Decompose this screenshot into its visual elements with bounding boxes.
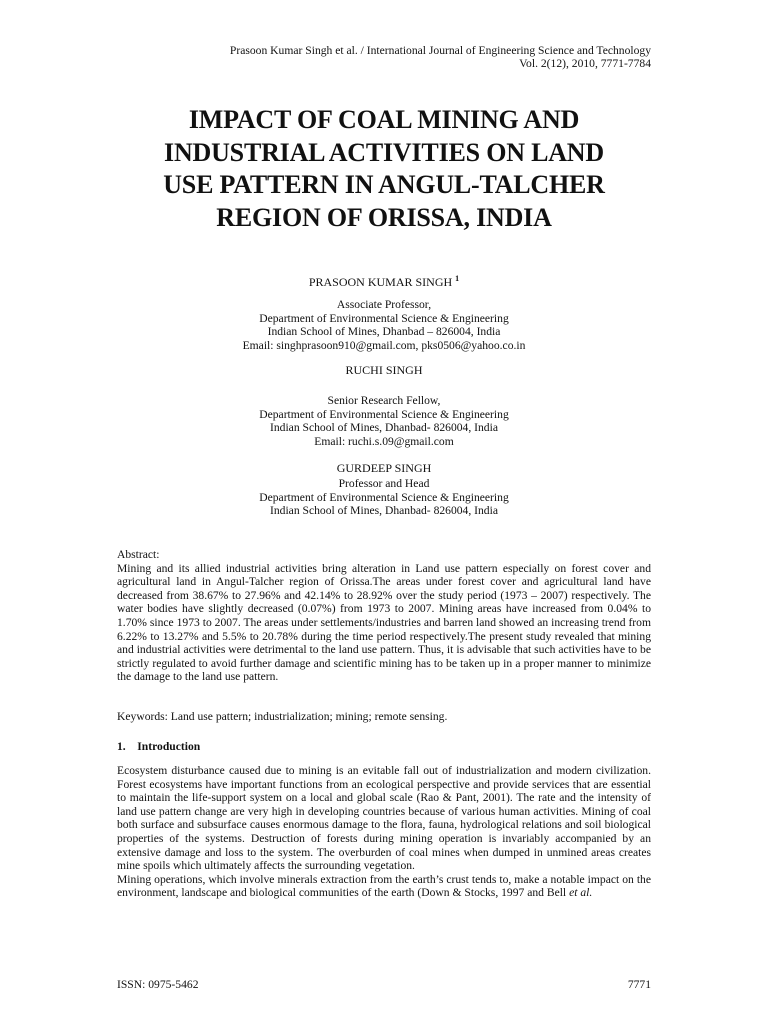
author-block-3 <box>100 462 668 518</box>
running-header <box>91 44 651 70</box>
intro-paragraph-2-italic: et al. <box>569 886 593 900</box>
author-superscript: 1 <box>455 274 460 283</box>
paper-title <box>100 104 668 234</box>
intro-paragraph-1: Ecosystem disturbance caused due to mining is an evitable fall out of industrialization and modern civilization. Forest ecosystems have important functions from an ecological perspective and provide services that are essential to maintain the life-support system on a local and global scale (Rao & Pant, 2001). The rate and the intensity of land use pattern change are very high in developing countries because of various human activities. Mining of coal both surface and subsurface causes enormous damage to the flora, fauna, hydrological relations and soil biological properties of the systems. Destruction of forests during mining operation is invariably accompanied by an extensive damage and loss to the system. The overburden of coal mines when dumped in unmined areas creates mine spoils which ultimately affects the surrounding vegetation. <box>117 764 651 873</box>
running-header-volume: Vol. 2(12), 2010, 7771-7784 <box>519 57 651 70</box>
author-department: Department of Environmental Science & Engineering <box>259 311 509 325</box>
footer-page-number: 7771 <box>627 978 651 991</box>
section-heading <box>117 740 200 753</box>
section-number: 1. <box>117 740 126 753</box>
title-line-3: USE PATTERN IN ANGUL-TALCHER <box>163 170 605 199</box>
keywords: Keywords: Land use pattern; industrialization; mining; remote sensing. <box>117 710 448 723</box>
author-name: RUCHI SINGH <box>345 363 423 377</box>
author-position: Senior Research Fellow, <box>327 393 441 407</box>
title-line-4: REGION OF ORISSA, INDIA <box>216 202 552 232</box>
abstract-label: Abstract: <box>117 548 160 561</box>
author-department: Department of Environmental Science & Engineering <box>259 407 509 421</box>
abstract-text: Mining and its allied industrial activities bring alteration in Land use pattern especially on forest cover and agricultural land in Angul-Talcher region of Orissa.The areas under forest cover and agricultural land have decreased from 38.67% to 27.96% and 42.14% to 28.92% over the study period (1973 – 2007) respectively. The water bodies have slightly decreased (0.07%) from 1973 to 2007. Mining areas have increased from 0.04% to 1.70% since 1973 to 2007. The areas under settlements/industries and barren land showed an increasing trend from 6.22% to 13.27% and 5.5% to 20.78% during the time period respectively.The present study revealed that mining and industrial activities were detrimental to the land use pattern. Thus, it is advisable that such activities have to be strictly regulated to avoid further damage and scientific mining has to be taken up in a proper manner to minimize the damage to the land use pattern. <box>117 561 651 684</box>
author-name <box>100 272 668 290</box>
author-department: Department of Environmental Science & Engineering <box>259 490 509 504</box>
author-email: Email: ruchi.s.09@gmail.com <box>314 435 454 449</box>
title-line-1: IMPACT OF COAL MINING AND <box>188 105 580 134</box>
author-block-2 <box>100 364 668 449</box>
introduction-body <box>117 764 651 900</box>
section-title: Introduction <box>137 740 201 753</box>
author-position: Associate Professor, <box>336 297 432 311</box>
intro-paragraph-2 <box>117 873 651 900</box>
author-email: Email: singhprasoon910@gmail.com, pks0506@yahoo.co.in <box>242 339 526 353</box>
footer-issn: ISSN: 0975-5462 <box>117 978 199 991</box>
intro-paragraph-2-text: Mining operations, which involve minerals extraction from the earth’s crust tends to, make a notable impact on the environment, landscape and biological communities of the earth (Down & Stocks, 1997 and Bell <box>117 872 651 900</box>
running-header-citation: Prasoon Kumar Singh et al. / International Journal of Engineering Science and Technology <box>229 44 651 57</box>
author-institution: Indian School of Mines, Dhanbad- 826004, India <box>270 421 498 435</box>
author-block-1 <box>100 272 668 353</box>
title-line-2: INDUSTRIAL ACTIVITIES ON LAND <box>164 137 604 167</box>
author-name-text: PRASOON KUMAR SINGH <box>308 275 453 289</box>
author-institution: Indian School of Mines, Dhanbad – 826004, India <box>267 325 501 339</box>
author-position: Professor and Head <box>338 476 430 490</box>
author-name: GURDEEP SINGH <box>336 461 432 475</box>
author-institution: Indian School of Mines, Dhanbad- 826004, India <box>270 504 498 518</box>
abstract <box>117 548 651 684</box>
